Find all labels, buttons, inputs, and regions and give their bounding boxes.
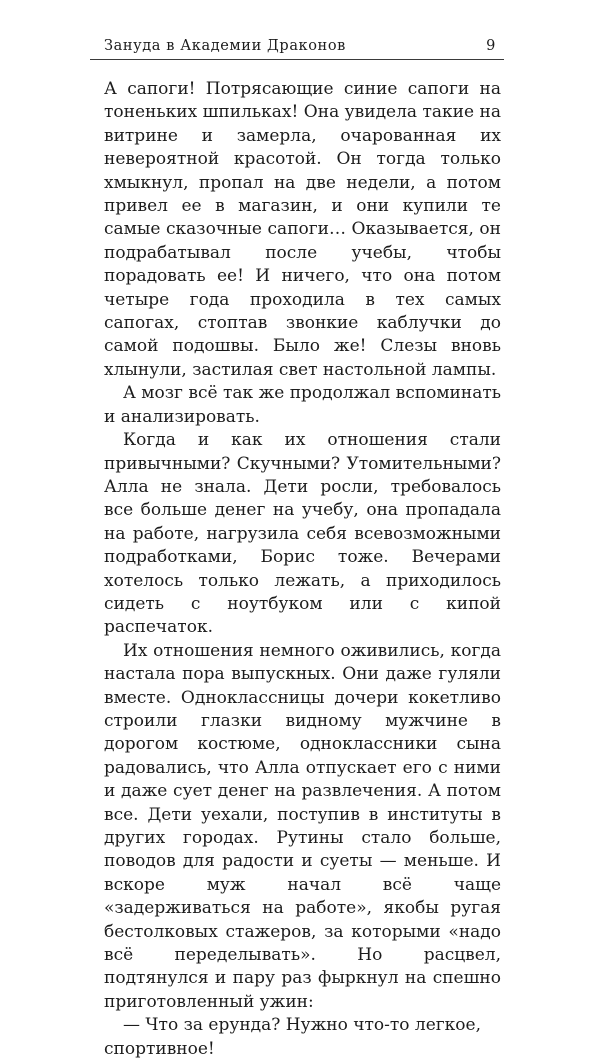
book-title: Зануда в Академии Драконов <box>104 38 346 54</box>
running-header <box>90 33 504 60</box>
paragraph-boots: А сапоги! Потрясающие синие сапоги на тоненьких шпильках! Она увидела такие на витрине и замерла, очарованная их невероятной красотой. Он тогда только хмыкнул, пропал на две недели, а потом привел ее в магазин, и они купили те самые сказочные сапоги… Оказывается, он подрабатывал после учебы, чтобы порадовать ее! И ничего, что она потом четыре года проходила в тех самых сапогах, стоптав звонкие каблучки до самой подошвы. Было же! Слезы вновь хлынули, застилая свет настольной лампы. <box>104 79 501 380</box>
dialog-line: — Что за ерунда? Нужно что-то легкое, спортивное! <box>104 1015 481 1059</box>
page-body <box>104 78 501 1061</box>
paragraph-graduation: Их отношения немного оживились, когда настала пора выпускных. Они даже гуляли вместе. Одноклассницы дочери кокетливо строили глазки видному мужчине в дорогом костюме, одноклассники сына радовались, что Алла отпускает его с ними и даже сует денег на развлечения. А потом все. Дети уехали, поступив в институты в других городах. Рутины стало больше, поводов для радости и суеты — меньше. И вскоре муж начал всё чаще «задерживаться на работе», якобы ругая бестолковых стажеров, за которыми «надо всё переделывать». Но расцвел, подтянулся и пару раз фыркнул на спешно приготовленный ужин: <box>104 640 501 1012</box>
page-number: 9 <box>486 38 496 54</box>
paragraph-routine: Когда и как их отношения стали привычными? Скучными? Утомительными? Алла не знала. Дети росли, требовалось все больше денег на учебу, она пропадала на работе, нагрузила себя всевозможными подработками, Борис тоже. Вечерами хотелось только лежать, а приходилось сидеть с ноутбуком или с кипой распечаток. <box>104 430 501 638</box>
paragraph-analysis: А мозг всё так же продолжал вспоминать и анализировать. <box>104 383 501 427</box>
